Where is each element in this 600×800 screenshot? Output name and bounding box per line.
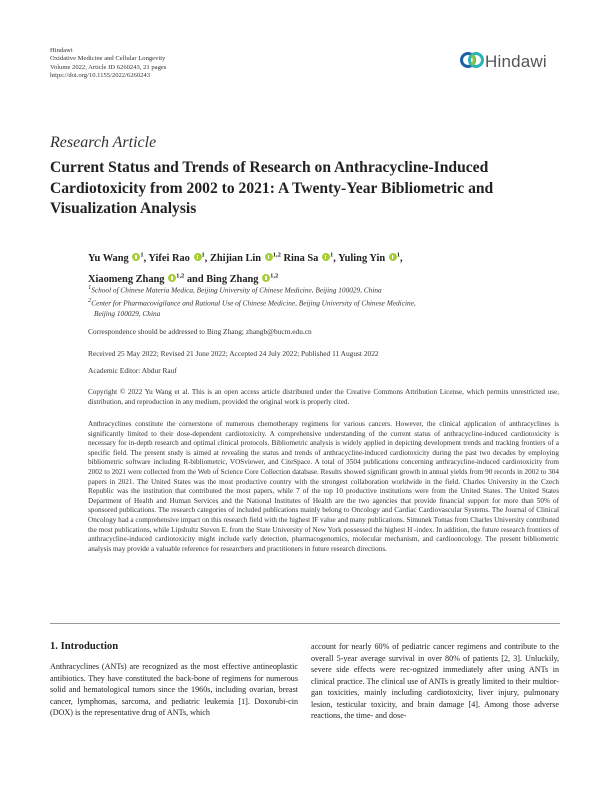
orcid-icon[interactable]: [132, 253, 140, 261]
correspondence[interactable]: Correspondence should be addressed to Bing Zhang; zhangb@bucm.edu.cn: [88, 327, 312, 336]
author-affil-sup: 1: [396, 252, 400, 259]
orcid-icon[interactable]: [194, 253, 202, 261]
affiliations: [88, 283, 558, 320]
hindawi-logo-icon: [459, 48, 485, 72]
affiliation-sup: 2: [88, 297, 92, 305]
journal-name: Oxidative Medicine and Cellular Longevity: [50, 55, 166, 63]
author-affil-sup: 1: [140, 252, 144, 259]
affiliation-text: Center for Pharmacovigilance and Rational Use of Chinese Medicine, Beijing University of Chinese Medicine,: [91, 298, 416, 308]
author-separator: ,: [204, 253, 208, 265]
orcid-icon[interactable]: [389, 253, 397, 261]
author-name: Yu Wang: [88, 253, 129, 265]
affiliation-sup: 1: [88, 284, 92, 291]
article-title: Current Status and Trends of Research on Anthracycline-Induced Cardiotoxicity from 2002 to 2021: A Twenty-Year Bibliometric and Visualization Analysis: [50, 159, 494, 217]
author-name: Yuling Yin: [338, 253, 386, 265]
hindawi-logo-text: Hindawi: [485, 52, 547, 71]
hindawi-logo[interactable]: [459, 48, 559, 78]
author[interactable]: [283, 253, 335, 264]
author-separator: ,: [143, 253, 147, 265]
author-separator: ,: [333, 253, 336, 265]
author-name: Xiaomeng Zhang: [88, 274, 165, 286]
author-name: Rina Sa: [283, 253, 319, 265]
journal-doi[interactable]: https://doi.org/10.1155/2022/6260243: [50, 72, 151, 80]
body-column-left: Anthracyclines (ANTs) are recognized as the most effective antineoplastic antibiotics. They have constituted the back-bone of regimens for numerous solid and hematological tumors since the 1960s, including ovarian, breast cancer, lymphomas, sarcoma, and pediatric leukemia [1]. Doxorubi-cin (DOX) is the representative drug of ANTs, which: [50, 662, 298, 717]
publication-dates: Received 25 May 2022; Revised 21 June 2022; Accepted 24 July 2022; Published 11 August 2022: [88, 349, 379, 358]
author[interactable]: [338, 253, 403, 264]
author-affil-sup: 1: [329, 252, 334, 259]
author-affil-sup: 1,2: [270, 272, 279, 280]
affiliation-2: [88, 296, 558, 309]
section-divider: [50, 623, 560, 624]
author-name: Zhijian Lin: [209, 253, 262, 265]
author[interactable]: [210, 253, 281, 264]
section-heading-introduction: 1. Introduction: [50, 641, 119, 652]
abstract: Anthracyclines constitute the cornerstone of numerous chemotherapy regimens for various cancers. However, the clinical application of anthracyclines is significantly limited to their dose-dependent cardiotoxicity. A comprehensive understanding of the current status of anthracycline-induced cardiotoxicity is necessary for in-depth research and optimal clinical protocols. Bibliometric analysis is widely applied in depicting development trends and tracking frontiers of a specific field. The present study is aimed at revealing the status and trends of anthracycline-induced cardiotoxicity during the past two decades by employing bibliometric software including R-bibliometric, VOSviewer, and CiteSpace. A total of 3504 publications concerning anthracycline-induced cardiotoxicity from 2002 to 2021 were collected from the Web of Science Core Collection database. Results showed significant growth in annual yields from 90 records in 2002 to 304 papers in 2021. The United States was the most productive country with the strongest collaboration worldwide in the field. Charles University in the Czech Republic was the institution that contributed the most papers, while 7 of the top 10 productive institutions were from the United States. The United States Department of Health and Human Services and the National Institutes of Health are the two agencies that provide financial support for more than 50% of sponsored publications. The research categories of included publications mainly belong to Oncology and Cardiac Cardiovascular Systems. The Journal of Clinical Oncology had a comprehensive impact on this research field with the highest IF value and many publications. Simunek Tomas from Charles University contributed the most publications, while Lipshultz Steven E. from the State University of New York possessed the highest H -index. In addition, the future research frontiers of anthracycline-induced cardiotoxicity might include early detection, pharmacogenomics, molecular mechanism, and cardiooncology. The present bibliometric analysis may provide a valuable reference for researchers and practitioners in future research directions.: [88, 420, 559, 553]
article-type: Research Article: [50, 134, 157, 151]
author-separator: and: [186, 274, 204, 286]
orcid-icon[interactable]: [322, 253, 330, 261]
copyright-notice: Copyright © 2022 Yu Wang et al. This is an open access article distributed under the Creative Commons Attribution License, which permits unrestricted use, distribution, and reproduction in any medium, provided the original work is properly cited.: [88, 388, 559, 406]
author-name: Bing Zhang: [206, 274, 259, 286]
author-name: Yifei Rao: [148, 253, 190, 265]
journal-volume: Volume 2022, Article ID 6260243, 21 pages: [50, 63, 167, 71]
journal-meta: [50, 47, 166, 81]
orcid-icon[interactable]: [262, 274, 270, 282]
author-affil-sup: 1,2: [176, 272, 185, 280]
author[interactable]: [88, 253, 146, 264]
affiliation-1: [88, 283, 558, 296]
journal-publisher: Hindawi: [50, 47, 73, 54]
body-column-right: account for nearly 60% of pediatric cancer regimens and contribute to the overall 5-year average survival in over 80% of patients [2, 3]. Unluckily, severe side effects were rec-ognized immediately after using ANTs in clinical practice. The clinical use of ANTs is greatly limited to their multior-gan toxicities, mainly including cardiotoxicity, liver injury, pulmonary lesion, testicular toxicity, and brain damage [4]. Among those adverse reactions, the time- and dose-: [311, 642, 559, 720]
affiliation-2-cont: Beijing 100029, China: [94, 309, 161, 319]
author[interactable]: [148, 253, 207, 264]
orcid-icon[interactable]: [265, 253, 273, 261]
orcid-icon[interactable]: [168, 274, 176, 282]
author-separator: ,: [400, 253, 403, 265]
author-affil-sup: 1: [201, 252, 205, 259]
academic-editor: Academic Editor: Abdur Rauf: [88, 366, 177, 375]
author-affil-sup: 1,2: [272, 252, 281, 259]
affiliation-text: School of Chinese Materia Medica, Beijing University of Chinese Medicine, Beijing 100029, China: [91, 285, 382, 295]
